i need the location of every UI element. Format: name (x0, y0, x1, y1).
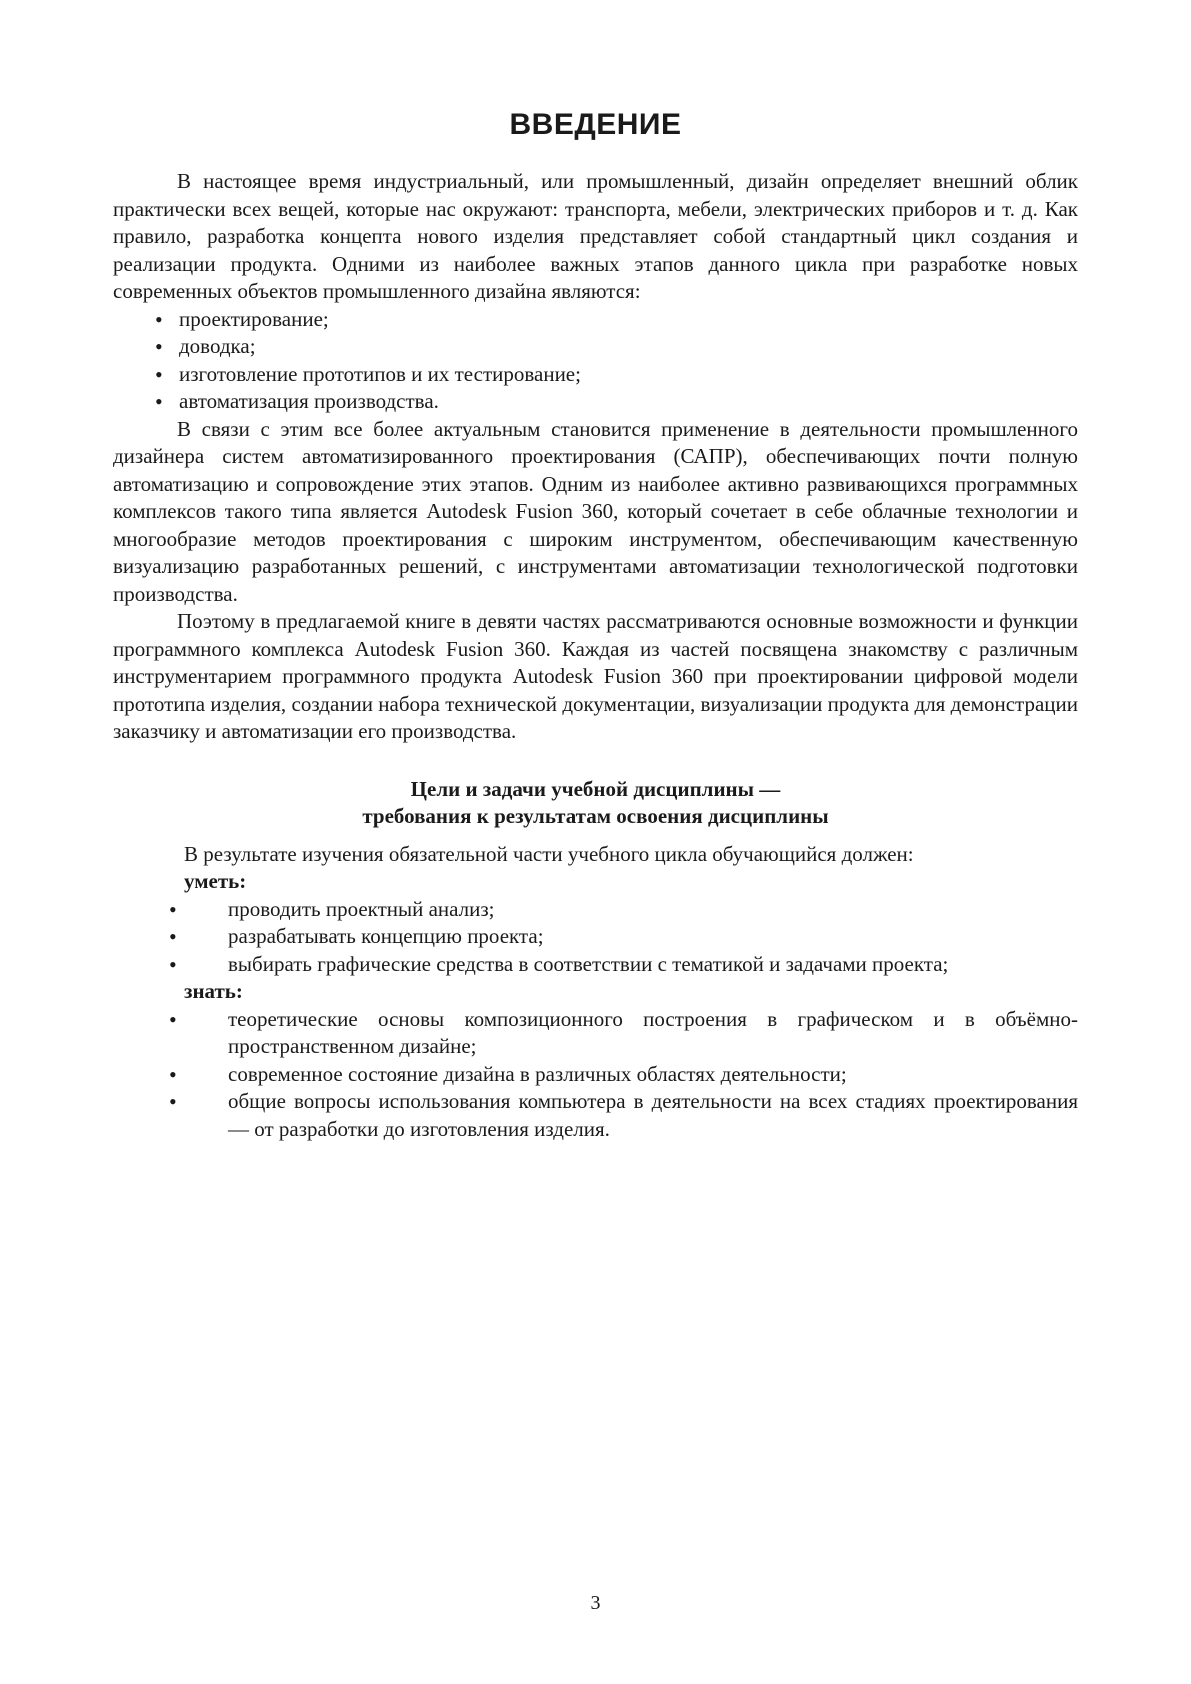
list-item: • общие вопросы использования компьютера в деятельности на всех стадиях проектирования — от разработки до изготовления изделия. (113, 1088, 1078, 1143)
list-item: • выбирать графические средства в соответствии с тематикой и задачами проекта; (113, 951, 1078, 979)
list-item: • доводка; (155, 333, 1078, 361)
knowledge-list (113, 1006, 1078, 1144)
intro-paragraph-2: В связи с этим все более актуальным становится применение в деятельности промышленного дизайнера систем автоматизированного проектирования (САПР), обеспечивающих почти полную автоматизацию и сопровождение этих этапов. Одним из наиболее активно развивающихся программных комплексов такого типа является Autodesk Fusion 360, который сочетает в себе облачные технологии и многообразие методов проектирования с широким инструментом, обеспечивающим качественную визуализацию разработанных решений, с инструментами автоматизации технологической подготовки производства. (113, 416, 1078, 606)
goals-lead: В результате изучения обязательной части учебного цикла обучающийся должен: (184, 841, 914, 866)
list-item: • современное состояние дизайна в различных областях деятельности; (113, 1061, 1078, 1089)
intro-paragraph-3: Поэтому в предлагаемой книге в девяти частях рассматриваются основные возможности и функции программного комплекса Autodesk Fusion 360. Каждая из частей посвящена знакомству с различным инструментарием программного продукта Autodesk Fusion 360 при проектировании цифровой модели прототипа изделия, создании набора технической документации, визуализации продукта для демонстрации заказчику и автоматизации его производства. (113, 609, 1078, 743)
page-title: ВВЕДЕНИЕ (509, 108, 682, 141)
list-item: • теоретические основы композиционного построения в графическом и в объёмнопространственном дизайне; (113, 1006, 1078, 1061)
knowledge-label: знать: (184, 979, 243, 1003)
list-item: • автоматизация производства. (155, 388, 1078, 416)
skills-label: уметь: (184, 869, 247, 893)
list-item: • проводить проектный анализ; (113, 896, 1078, 924)
list-item: • проектирование; (155, 306, 1078, 334)
goals-heading-line-1: Цели и задачи учебной дисциплины — (410, 776, 781, 801)
skills-list (113, 896, 1078, 979)
goals-heading-line-2: требования к результатам освоения дисциплины (362, 804, 829, 828)
document-page (113, 108, 1078, 1143)
page-number: 3 (590, 1592, 601, 1614)
list-item: • изготовление прототипов и их тестирование; (155, 361, 1078, 389)
intro-paragraph-1: В настоящее время индустриальный, или промышленный, дизайн определяет внешний облик практически всех вещей, которые нас окружают: транспорта, мебели, электрических приборов и т. д. Как правило, разработка концепта нового изделия представляет собой стандартный цикл создания и реализации продукта. Одними из наиболее важных этапов данного цикла при разработке новых современных объектов промышленного дизайна являются: (113, 169, 1078, 303)
list-item: • разрабатывать концепцию проекта; (113, 923, 1078, 951)
stages-list (113, 306, 1078, 416)
goals-heading (113, 776, 1078, 831)
